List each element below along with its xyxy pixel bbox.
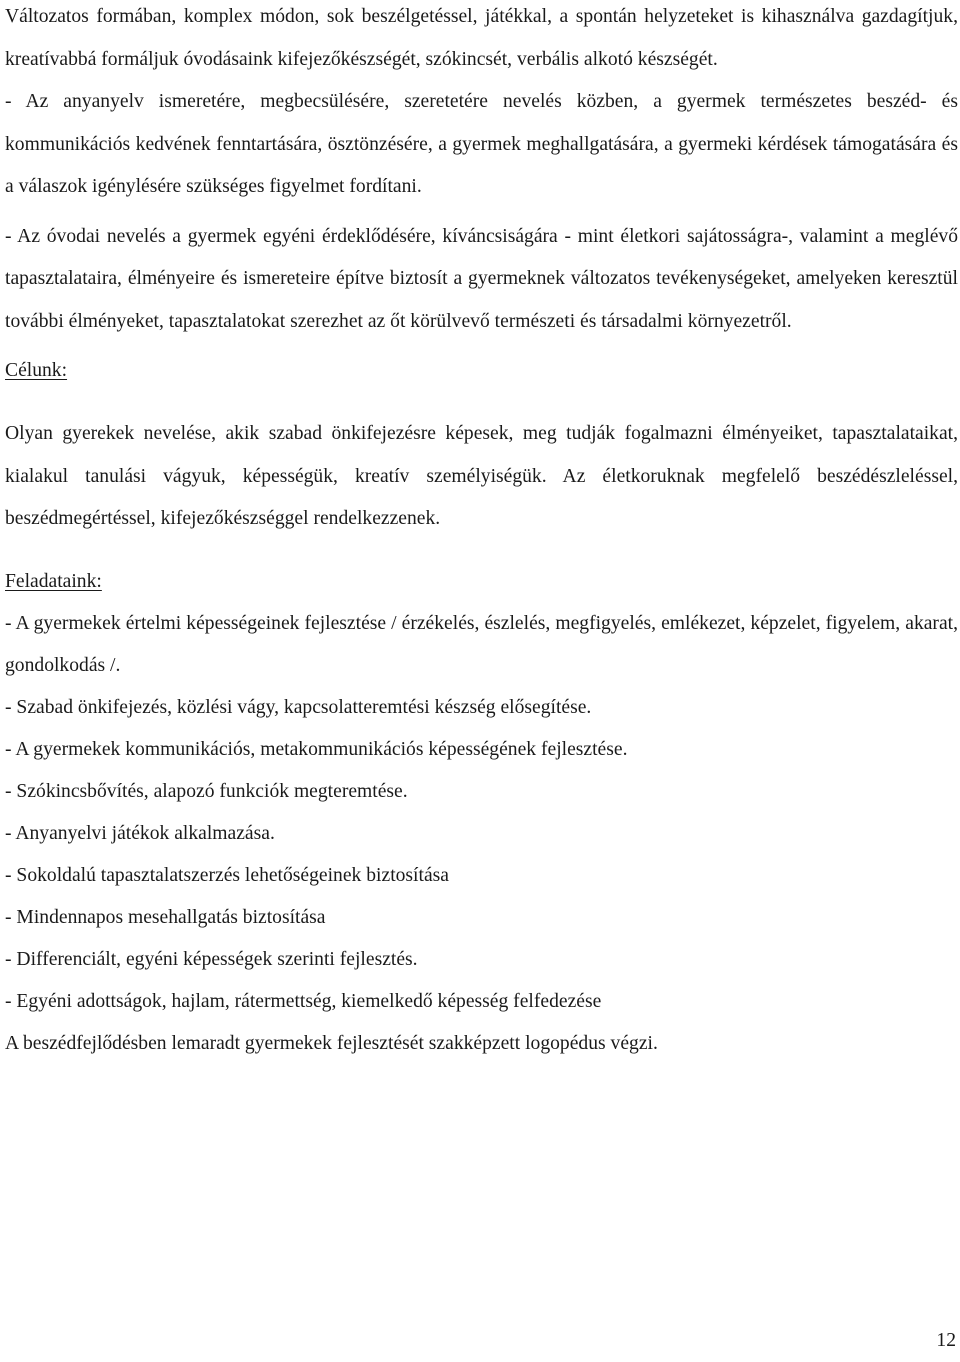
task-item: - Mindennapos mesehallgatás biztosítása	[5, 906, 326, 928]
goal-paragraph: Olyan gyerekek nevelése, akik szabad önkifejezésre képesek, meg tudják fogalmazni élményeiket, tapasztalataikat, kialakul tanulási vágyuk, képességük, kreatív személyiségük. Az életkoruknak megfelelő beszédészleléssel, beszédmegértéssel, kifejezőkészséggel rendelkezzenek.	[5, 423, 958, 529]
task-item: - Szókincsbővítés, alapozó funkciók megteremtése.	[5, 780, 408, 802]
intro-paragraph: Változatos formában, komplex módon, sok beszélgetéssel, játékkal, a spontán helyzeteket is kihasználva gazdagítjuk, kreatívabbá formáljuk óvodásaink kifejezőkészségét, szókincsét, verbális alkotó készségét.	[5, 6, 958, 70]
goal-heading: Célunk:	[5, 360, 68, 381]
kindergarten-education-paragraph: - Az óvodai nevelés a gyermek egyéni érdeklődésére, kíváncsiságára - mint életkori sajátosságra-, valamint a meglévő tapasztalataira, élményeire és ismereteire építve biztosít a gyermeknek változatos tevékenységeket, amelyeken keresztül további élményeket, tapasztalatokat szerezhet az őt körülvevő természeti és társadalmi környezetről.	[5, 225, 958, 332]
tasks-list	[5, 603, 958, 1065]
task-item: - Sokoldalú tapasztalatszerzés lehetőségeinek biztosítása	[5, 864, 449, 886]
task-item: - Egyéni adottságok, hajlam, rátermettség, kiemelkedő képesség felfedezése	[5, 990, 602, 1012]
page-number: 12	[936, 1330, 956, 1351]
task-item: - Differenciált, egyéni képességek szerinti fejlesztés.	[5, 948, 418, 970]
task-item: - Szabad önkifejezés, közlési vágy, kapcsolatteremtési készség elősegítése.	[5, 696, 592, 718]
task-item: - A gyermekek kommunikációs, metakommunikációs képességének fejlesztése.	[5, 738, 628, 760]
tasks-heading: Feladataink:	[5, 570, 102, 592]
task-item: - A gyermekek értelmi képességeinek fejlesztése / érzékelés, észlelés, megfigyelés, emlékezet, képzelet, figyelem, akarat, gondolkodás /.	[5, 612, 958, 676]
task-item: - Anyanyelvi játékok alkalmazása.	[5, 822, 275, 844]
document-page	[5, 0, 958, 1065]
mother-tongue-paragraph: - Az anyanyelv ismeretére, megbecsülésére, szeretetére nevelés közben, a gyermek természetes beszéd- és kommunikációs kedvének fenntartására, ösztönzésére, a gyermek meghallgatására, a gyermeki kérdések támogatására és a válaszok igénylésére szükséges figyelmet fordítani.	[5, 91, 958, 197]
logopedics-note: A beszédfejlődésben lemaradt gyermekek fejlesztését szakképzett logopédus végzi.	[5, 1032, 658, 1054]
